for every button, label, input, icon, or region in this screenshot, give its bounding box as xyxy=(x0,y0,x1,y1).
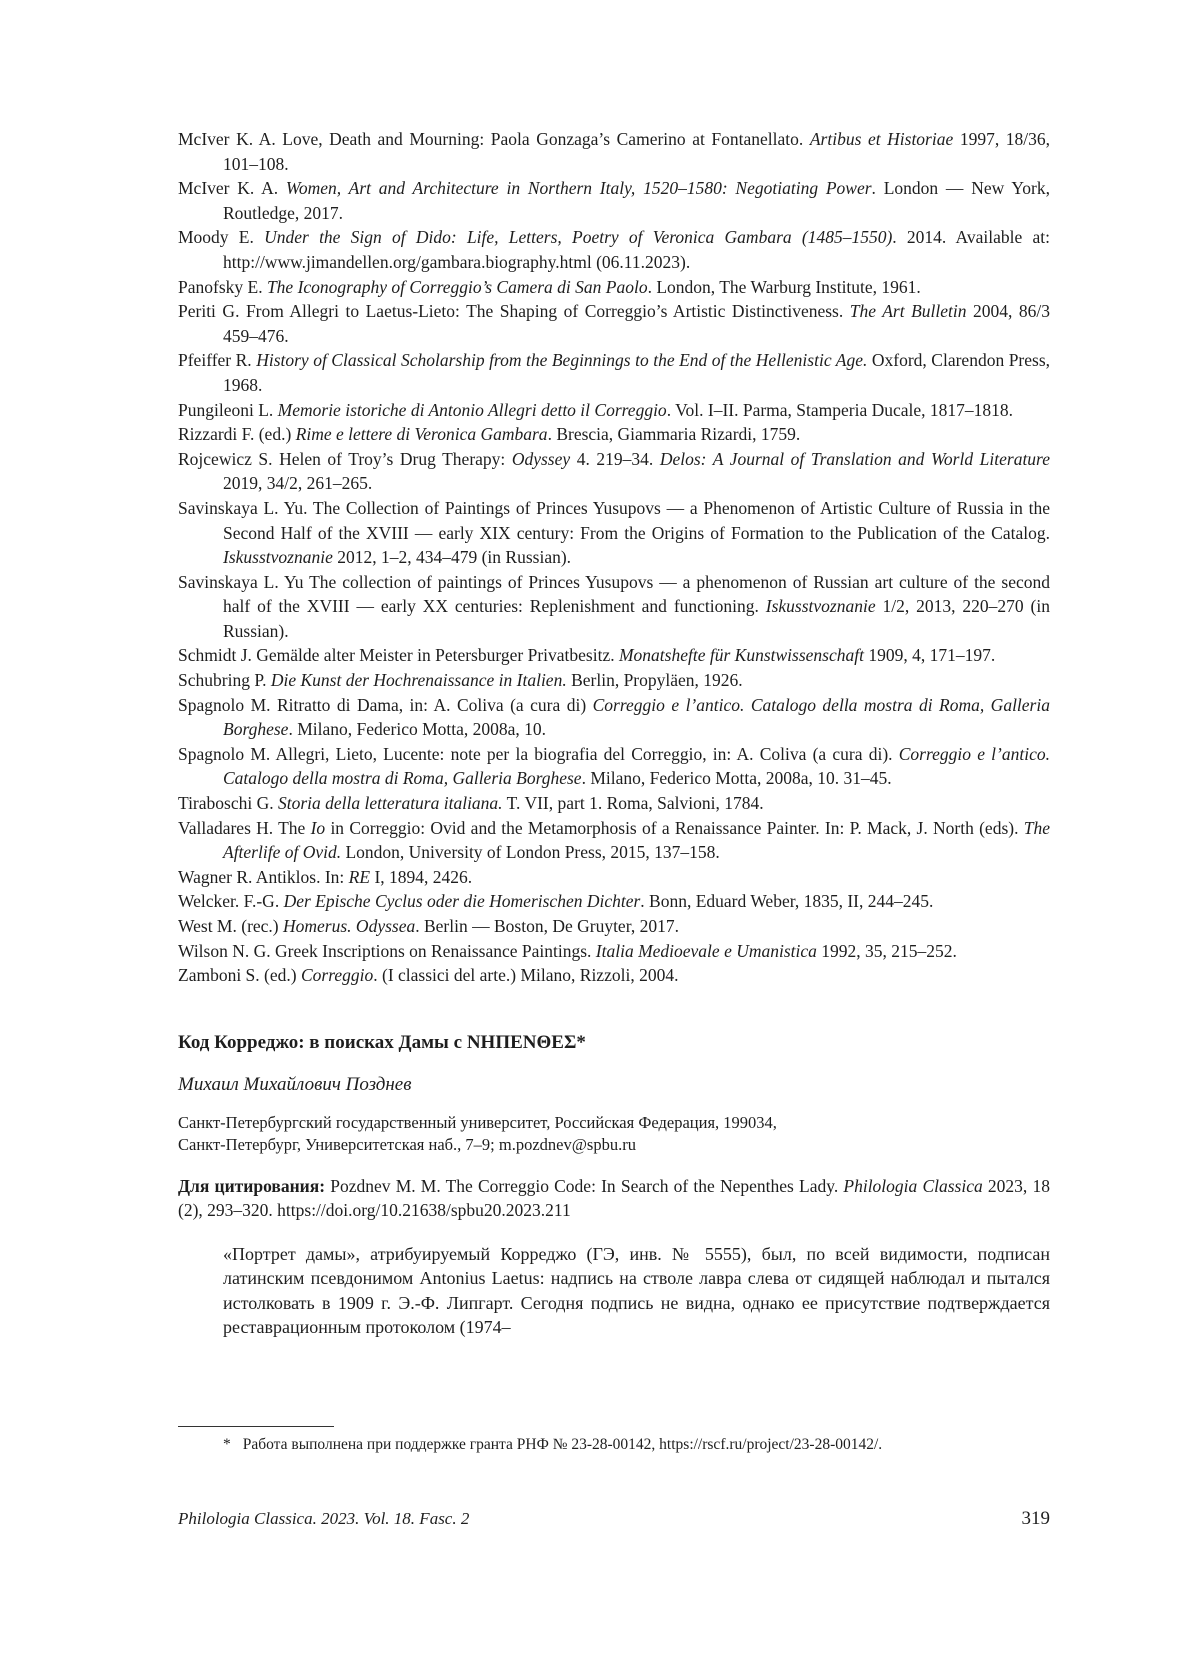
reference-entry xyxy=(178,398,1050,423)
reference-text: 2004, 86/3 459–476. xyxy=(223,301,1051,346)
reference-title: Correggio e l’antico. Catalogo della mostra di Roma, Galleria Borghese xyxy=(223,694,1050,740)
reference-text: Oxford, Clarendon Press, 1968. xyxy=(223,350,1051,395)
reference-entry xyxy=(178,127,1050,176)
reference-entry xyxy=(178,176,1050,225)
running-footer xyxy=(178,1506,1050,1532)
reference-text: . Milano, Federico Motta, 2008a, 10. xyxy=(288,719,547,740)
reference-title: Homerus. Odyssea xyxy=(283,916,416,936)
reference-text: London, University of London Press, 2015, 137–158. xyxy=(341,842,720,863)
reference-entry xyxy=(178,348,1050,397)
reference-title: Iskusstvoznanie xyxy=(765,596,876,617)
reference-entry xyxy=(178,422,1050,447)
reference-entry xyxy=(178,496,1050,570)
reference-text: T. VII, part 1. Roma, Salvioni, 1784. xyxy=(502,793,764,814)
reference-text: . London — New York, Routledge, 2017. xyxy=(223,178,1050,223)
reference-text: 2012, 1–2, 434–479 (in Russian). xyxy=(332,547,572,568)
reference-title: History of Classical Scholarship from the Beginnings to the End of the Hellenistic Age. xyxy=(256,350,868,371)
reference-title: The Iconography of Correggio’s Camera di San Paolo xyxy=(266,276,648,297)
reference-text: Panofsky E. xyxy=(178,276,267,297)
reference-text: . London, The Warburg Institute, 1961. xyxy=(647,276,921,297)
reference-title: Der Epische Cyclus oder die Homerischen Dichter xyxy=(283,891,641,912)
reference-title: Correggio xyxy=(300,965,374,986)
reference-entry xyxy=(178,447,1050,496)
reference-text: 4. 219–34. xyxy=(570,448,660,469)
reference-text: Wagner R. Antiklos. In: xyxy=(178,866,349,887)
citation-text: 2023, 18 (2), 293–320. https://doi.org/10.21638/spbu20.2023.211 xyxy=(178,1175,1050,1220)
reference-text: 1/2, 2013, 220–270 (in Russian). xyxy=(223,596,1050,641)
reference-text: Schubring P. xyxy=(178,670,271,691)
article-title: Код Корреджо: в поисках Дамы с ΝΗΠΕΝΘΕΣ* xyxy=(178,1031,586,1053)
reference-text: McIver K. A. Love, Death and Mourning: Paola Gonzaga’s Camerino at Fontanellato. xyxy=(178,129,810,149)
citation-block xyxy=(178,1174,1050,1222)
reference-text: I, 1894, 2426. xyxy=(370,866,473,887)
reference-text: . Brescia, Giammaria Rizardi, 1759. xyxy=(547,424,801,445)
reference-entry xyxy=(178,668,1050,693)
reference-title: Italia Medioevale e Umanistica xyxy=(595,940,817,961)
reference-entry xyxy=(178,791,1050,816)
reference-title: Correggio e l’antico. Catalogo della mostra di Roma, Galleria Borghese xyxy=(223,743,1050,789)
reference-text: . Milano, Federico Motta, 2008a, 10. 31–45. xyxy=(581,768,892,789)
reference-list xyxy=(178,127,1050,988)
reference-text: Pfeiffer R. xyxy=(178,350,257,371)
reference-title: The Art Bulletin xyxy=(849,301,967,322)
reference-text: Welcker. F.-G. xyxy=(178,891,284,912)
reference-entry xyxy=(178,742,1050,791)
reference-entry xyxy=(178,693,1050,742)
abstract: «Портрет дамы», атрибуируемый Корреджо (ГЭ, инв. № 5555), был, по всей видимости, подписан латинским псевдонимом Antonius Laetus: надпись на стволе лавра слева от сидящей наблюдал и пытался истолковать в 1909 г. Э.-Ф. Липгарт. Сегодня подпись не видна, однако ее присутствие подтверждается реставрационным протоколом (1974– xyxy=(223,1243,1050,1338)
reference-text: Schmidt J. Gemälde alter Meister in Petersburger Privatbesitz. xyxy=(178,645,619,666)
affiliation-line: Санкт-Петербургский государственный университет, Российская Федерация, 199034, xyxy=(178,1112,777,1132)
reference-entry xyxy=(178,914,1050,939)
reference-title: Under the Sign of Dido: Life, Letters, Poetry of Veronica Gambara (1485–1550) xyxy=(264,227,893,248)
reference-text: 1997, 18/36, 101–108. xyxy=(223,129,1051,174)
reference-entry xyxy=(178,275,1050,300)
reference-title: Artibus et Historiae xyxy=(809,129,954,149)
citation-journal: Philologia Classica xyxy=(843,1175,983,1196)
reference-entry xyxy=(178,963,1050,988)
reference-text: Berlin, Propyläen, 1926. xyxy=(566,670,743,691)
reference-title: Monatshefte für Kunstwissenschaft xyxy=(618,645,864,666)
affiliation-line: Санкт-Петербург, Университетская наб., 7–9; m.pozdnev@spbu.ru xyxy=(178,1134,636,1154)
reference-entry xyxy=(178,889,1050,914)
reference-text: . Berlin — Boston, De Gruyter, 2017. xyxy=(415,916,679,936)
reference-text: Tiraboschi G. xyxy=(178,793,278,814)
reference-text: . 2014. Available at: http://www.jimandellen.org/gambara.biography.html (06.11.2023). xyxy=(223,227,1050,272)
reference-text: Valladares H. The xyxy=(178,817,311,838)
reference-entry xyxy=(178,570,1050,644)
reference-text: 1909, 4, 171–197. xyxy=(863,645,996,666)
reference-text: Spagnolo M. Ritratto di Dama, in: A. Coliva (a cura di) xyxy=(178,694,593,715)
reference-text: Moody E. xyxy=(178,227,265,248)
reference-title: Delos: A Journal of Translation and World Literature xyxy=(659,448,1050,469)
reference-text: Savinskaya L. Yu The collection of paintings of Princes Yusupovs — a phenomenon of Russian art culture of the second half of the XVIII — early XX centuries: Replenishment and functioning. xyxy=(178,571,1050,617)
reference-title: Memorie istoriche di Antonio Allegri detto il Correggio xyxy=(277,399,667,420)
page-number: 319 xyxy=(1021,1508,1050,1529)
reference-text: Savinskaya L. Yu. The Collection of Paintings of Princes Yusupovs — a Phenomenon of Artistic Culture of Russia in the Second Half of the XVIII — early XIX century: From the Origins of Formation to the Publication of the Catalog. xyxy=(178,497,1050,543)
reference-text: Zamboni S. (ed.) xyxy=(178,965,301,986)
reference-entry xyxy=(178,299,1050,348)
reference-text: . Bonn, Eduard Weber, 1835, II, 244–245. xyxy=(640,891,934,912)
reference-entry xyxy=(178,643,1050,668)
author-name: Михаил Михайлович Позднев xyxy=(178,1073,412,1095)
reference-text: 1992, 35, 215–252. xyxy=(816,940,957,961)
citation-text: Pozdnev M. M. The Correggio Code: In Search of the Nepenthes Lady. xyxy=(325,1175,844,1196)
reference-title: Rime e lettere di Veronica Gambara xyxy=(295,424,548,445)
reference-entry xyxy=(178,225,1050,274)
reference-entry xyxy=(178,865,1050,890)
reference-title: Io xyxy=(310,817,326,838)
footnote-mark: * xyxy=(223,1436,231,1453)
reference-text: Wilson N. G. Greek Inscriptions on Renaissance Paintings. xyxy=(178,940,596,961)
citation-label: Для цитирования: xyxy=(178,1175,326,1196)
footnote-divider xyxy=(178,1426,334,1427)
page-content xyxy=(178,127,1050,1340)
reference-text: McIver K. A. xyxy=(178,178,286,199)
reference-entry xyxy=(178,816,1050,865)
reference-text: 2019, 34/2, 261–265. xyxy=(223,473,373,494)
reference-title: Odyssey xyxy=(511,448,571,469)
reference-text: Spagnolo M. Allegri, Lieto, Lucente: note per la biografia del Correggio, in: A. Coliva (a cura di). xyxy=(178,743,899,764)
reference-title: Iskusstvoznanie xyxy=(223,547,333,568)
footnote-text: Работа выполнена при поддержке гранта РНФ № 23-28-00142, https://rscf.ru/project/23-28-00142/. xyxy=(242,1436,883,1453)
reference-text: in Correggio: Ovid and the Metamorphosis of a Renaissance Painter. In: P. Mack, J. North (eds). xyxy=(325,817,1024,838)
reference-title: Women, Art and Architecture in Northern Italy, 1520–1580: Negotiating Power xyxy=(285,178,872,199)
reference-title: Storia della letteratura italiana. xyxy=(277,793,503,814)
reference-text: Rojcewicz S. Helen of Troy’s Drug Therapy: xyxy=(178,448,512,469)
footnote xyxy=(223,1434,1053,1455)
reference-text: Pungileoni L. xyxy=(178,399,278,420)
reference-title: RE xyxy=(348,866,371,887)
affiliation xyxy=(178,1112,1050,1156)
reference-text: Rizzardi F. (ed.) xyxy=(178,424,296,445)
reference-entry xyxy=(178,939,1050,964)
journal-name: Philologia Classica. 2023. Vol. 18. Fasc. 2 xyxy=(178,1509,470,1528)
reference-text: . (I classici del arte.) Milano, Rizzoli, 2004. xyxy=(373,965,679,986)
reference-text: West M. (rec.) xyxy=(178,916,284,936)
reference-text: . Vol. I–II. Parma, Stamperia Ducale, 1817–1818. xyxy=(666,399,1014,420)
reference-title: Die Kunst der Hochrenaissance in Italien. xyxy=(270,670,567,691)
reference-text: Periti G. From Allegri to Laetus-Lieto: The Shaping of Correggio’s Artistic Distinctiveness. xyxy=(178,301,850,322)
reference-title: The Afterlife of Ovid. xyxy=(223,817,1050,863)
